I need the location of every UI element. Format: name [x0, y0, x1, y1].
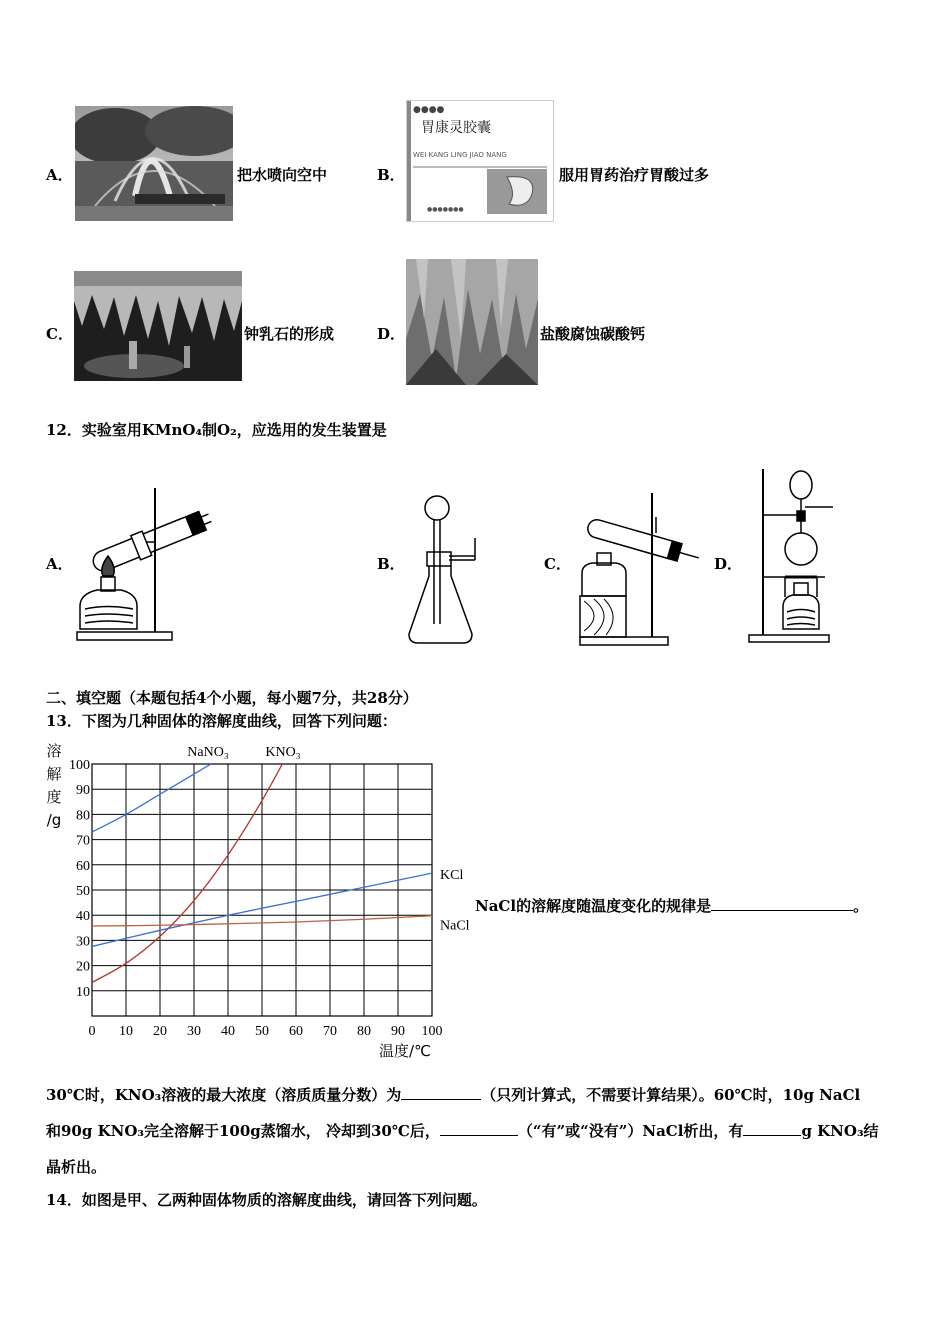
q13-line1-a: 30℃时，KNO₃溶液的最大浓度（溶质质量分数）为 [46, 1086, 402, 1104]
series-label: NaNO₃ [187, 745, 229, 760]
y-tick-label: 70 [76, 833, 90, 849]
q13-line2-a: 和90g KNO₃完全溶解于100g蒸馏水， 冷却到30℃后， [46, 1122, 440, 1140]
option-c-letter: C． [46, 325, 73, 343]
stalactite-cave-photo [74, 271, 242, 381]
x-tick-label: 30 [187, 1024, 201, 1039]
y-tick-label: 20 [76, 959, 90, 975]
x-tick-label: 40 [221, 1024, 235, 1039]
option-d-letter: D． [377, 325, 406, 343]
y-tick-label: 50 [76, 884, 90, 899]
q13-line1 [46, 1085, 860, 1104]
box-pinyin: WEI KANG LING JIAO NANG [413, 151, 507, 159]
y-axis-label-char: 溶 [46, 742, 62, 760]
y-tick-label: 100 [69, 758, 90, 773]
q12-option-d-letter: D． [714, 555, 743, 573]
kno3-mass-blank[interactable] [743, 1121, 801, 1136]
x-tick-label: 90 [391, 1024, 405, 1039]
y-tick-label: 10 [76, 984, 90, 1000]
solubility-chart [40, 736, 480, 1066]
y-tick-label: 80 [76, 808, 90, 824]
series-line-KNO₃ [92, 736, 303, 982]
x-tick-label: 60 [289, 1024, 303, 1039]
y-tick-label: 30 [76, 934, 90, 950]
series-label: KNO₃ [265, 745, 301, 760]
apparatus-c-diagram [576, 491, 706, 651]
option-b-letter: B． [377, 166, 405, 184]
q13-line2 [46, 1121, 879, 1140]
option-a-text: 把水喷向空中 [237, 166, 328, 184]
series-label: KCl [440, 867, 464, 883]
series-label: NaCl [440, 918, 470, 934]
apparatus-a-diagram [75, 484, 215, 646]
x-tick-label: 80 [357, 1024, 371, 1039]
y-tick-label: 90 [76, 783, 90, 799]
x-tick-label: 0 [88, 1024, 96, 1039]
series-line-NaNO₃ [92, 764, 211, 832]
apparatus-b-diagram [405, 494, 480, 647]
nacl-question-text: NaCl的溶解度随温度变化的规律是 [475, 897, 712, 915]
option-a-letter: A． [46, 166, 73, 184]
q14-stem: 14．如图是甲、乙两种固体物质的溶解度曲线，请回答下列问题。 [46, 1191, 487, 1209]
y-axis-label-char: /g [46, 811, 62, 829]
kno3-concentration-blank[interactable] [401, 1085, 481, 1100]
nacl-answer-blank[interactable] [711, 896, 853, 911]
x-tick-label: 20 [153, 1024, 167, 1039]
box-title: 胃康灵胶囊 [421, 120, 491, 136]
fountain-photo [75, 106, 233, 221]
y-axis-label-char: 度 [46, 788, 62, 806]
x-tick-label: 100 [421, 1024, 443, 1039]
apparatus-d-diagram [745, 467, 835, 645]
y-axis-label-char: 解 [46, 765, 62, 783]
q12-stem: 12．实验室用KMnO₄制O₂，应选用的发生装置是 [46, 421, 387, 439]
q13-line2-c: g KNO₃结 [801, 1122, 879, 1140]
x-tick-label: 50 [255, 1024, 269, 1039]
option-c-text: 钟乳石的形成 [244, 325, 335, 343]
q12-option-c-letter: C． [544, 555, 571, 573]
y-tick-label: 60 [76, 858, 90, 874]
q13-line2-b: （“有”或“没有”）NaCl析出，有 [517, 1122, 744, 1140]
y-tick-label: 40 [76, 909, 90, 925]
x-tick-label: 70 [323, 1024, 337, 1039]
q12-option-b-letter: B． [377, 555, 405, 573]
nacl-question [475, 896, 868, 915]
q13-stem: 13．下图为几种固体的溶解度曲线，回答下列问题： [46, 712, 397, 730]
x-axis-label: 温度/℃ [379, 1042, 431, 1060]
nacl-precipitate-blank[interactable] [440, 1121, 518, 1136]
q12-option-a-letter: A． [46, 555, 73, 573]
section2-heading: 二、填空题（本题包括4个小题，每小题7分，共28分） [46, 689, 418, 707]
nacl-question-end: 。 [853, 897, 869, 915]
q13-line3: 晶析出。 [46, 1158, 107, 1176]
cave-rock-photo [406, 259, 538, 385]
option-b-text: 服用胃药治疗胃酸过多 [559, 166, 710, 184]
x-tick-label: 10 [119, 1024, 133, 1039]
q13-line1-b: （只列计算式，不需要计算结果）。60℃时，10g NaCl [481, 1086, 861, 1104]
medicine-box-photo: ●●●● 胃康灵胶囊 WEI KANG LING JIAO NANG ●●●●●●● [406, 100, 554, 222]
option-d-text: 盐酸腐蚀碳酸钙 [540, 325, 646, 343]
